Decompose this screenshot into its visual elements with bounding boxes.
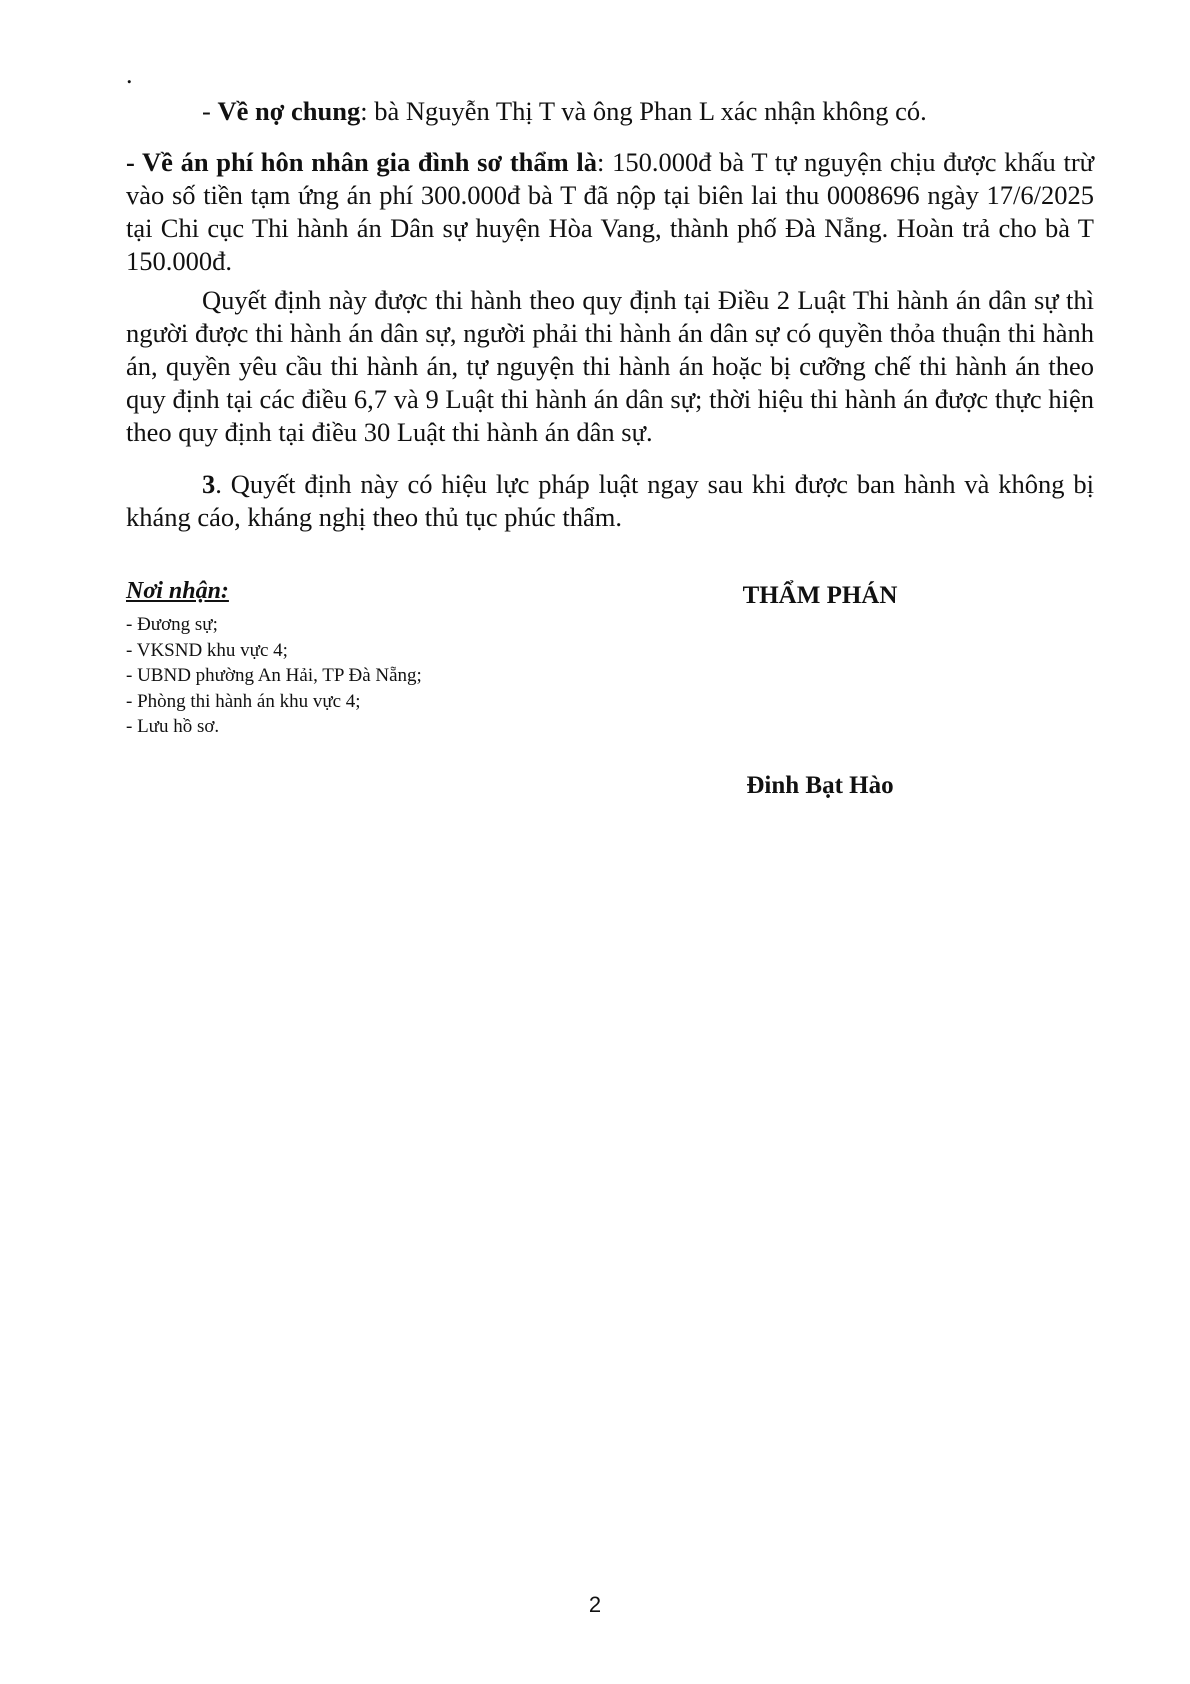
page-number: 2 bbox=[588, 1592, 602, 1617]
recipient-item: - Lưu hồ sơ. bbox=[126, 716, 220, 737]
debt-paragraph bbox=[126, 95, 1094, 128]
debt-prefix: - bbox=[202, 96, 218, 126]
judge-name: Đinh Bạt Hào bbox=[746, 772, 894, 799]
recipient-item: - Phòng thi hành án khu vực 4; bbox=[126, 690, 361, 712]
fee-label: - Về án phí hôn nhân gia đình sơ thẩm là bbox=[126, 147, 598, 177]
debt-label: Về nợ chung bbox=[217, 96, 361, 126]
effect-paragraph bbox=[126, 468, 1094, 534]
recipient-item: - UBND phường An Hải, TP Đà Nẵng; bbox=[126, 665, 422, 686]
fee-paragraph bbox=[126, 146, 1094, 278]
recipients-list bbox=[126, 612, 422, 740]
leading-dot: . bbox=[126, 60, 133, 89]
recipient-item: - Đương sự; bbox=[126, 614, 218, 635]
fee-text: : 150.000đ bà T tự nguyện chịu được khấu trừ vào số tiền tạm ứng án phí 300.000đ bà T đã nộp tại biên lai thu 0008696 ngày 17/6/2025 tại Chi cục Thi hành án Dân sự huyện Hòa Vang, thành phố Đà Nẵng. Hoàn trả cho bà T 150.000đ. bbox=[126, 147, 1095, 276]
debt-text: : bà Nguyễn Thị T và ông Phan L xác nhận không có. bbox=[360, 96, 927, 126]
item-number: 3 bbox=[202, 469, 216, 499]
judge-title: THẨM PHÁN bbox=[742, 582, 898, 609]
enforcement-paragraph: Quyết định này được thi hành theo quy định tại Điều 2 Luật Thi hành án dân sự thì người được thi hành án dân sự, người phải thi hành án dân sự có quyền thỏa thuận thi hành án, quyền yêu cầu thi hành án, tự nguyện thi hành án hoặc bị cưỡng chế thi hành án theo quy định tại các điều 6,7 và 9 Luật thi hành án dân sự; thời hiệu thi hành án được thực hiện theo quy định tại điều 30 Luật thi hành án dân sự. bbox=[126, 285, 1094, 447]
effect-text: . Quyết định này có hiệu lực pháp luật ngay sau khi được ban hành và không bị kháng cáo, kháng nghị theo thủ tục phúc thẩm. bbox=[126, 469, 1094, 532]
recipients-title: Nơi nhận: bbox=[126, 578, 229, 604]
recipient-item: - VKSND khu vực 4; bbox=[126, 639, 288, 661]
